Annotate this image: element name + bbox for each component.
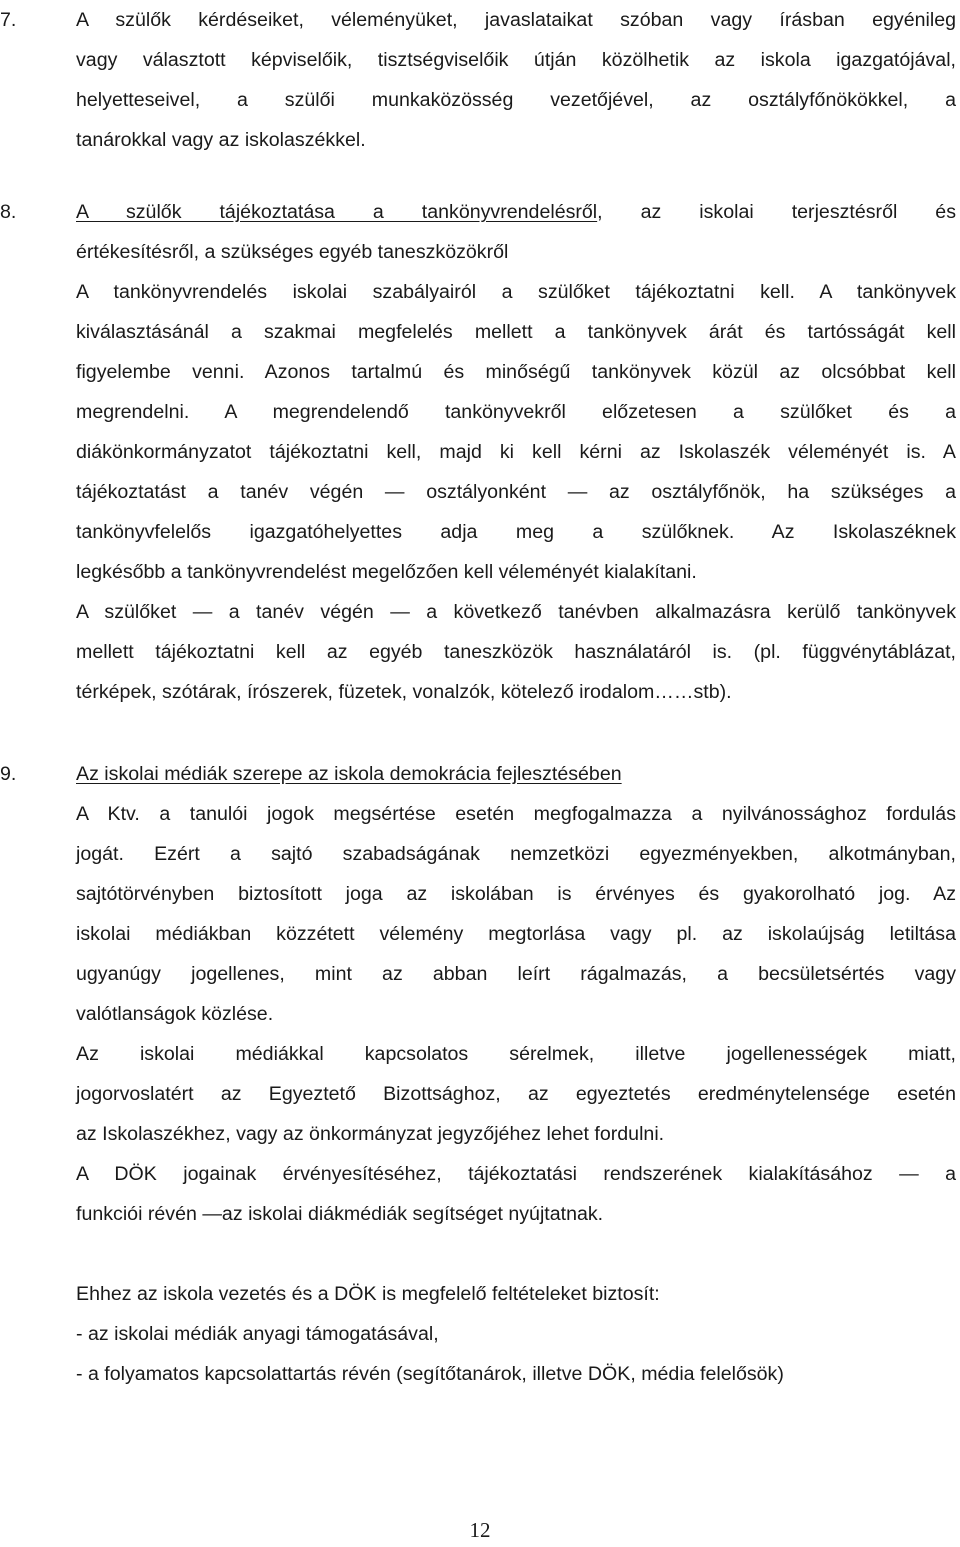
- list-item: - az iskolai médiák anyagi támogatásával,: [76, 1323, 439, 1345]
- section-7-body: [76, 0, 956, 160]
- text-line: iskolai médiákban közzétett vélemény megtorlása vagy pl. az iskolaújság letiltása: [76, 923, 956, 945]
- heading-rest: , az iskolai terjesztésről és: [597, 201, 956, 223]
- text-line: kiválasztásánál a szakmai megfelelés mellett a tankönyvek árát és tartósságát kell: [76, 321, 956, 343]
- section-heading: [76, 192, 956, 232]
- text-line: tanárokkal vagy az iskolaszékkel.: [76, 129, 366, 151]
- requirements-body: [76, 1274, 956, 1394]
- text-line: jogát. Ezért a sajtó szabadságának nemzetközi egyezményekben, alkotmányban,: [76, 843, 956, 865]
- text-line: megrendelni. A megrendelendő tankönyvekről előzetesen a szülőket és a: [76, 401, 956, 423]
- section-heading: [76, 754, 956, 794]
- text-line: A szülőket — a tanév végén — a következő tanévben alkalmazásra kerülő tankönyvek: [76, 601, 956, 623]
- text-line: figyelembe venni. Azonos tartalmú és minőségű tankönyvek közül az olcsóbbat kell: [76, 361, 956, 383]
- text-line: térképek, szótárak, írószerek, füzetek, vonalzók, kötelező irodalom……stb).: [76, 681, 732, 703]
- section-number: 7.: [0, 9, 17, 31]
- text-line: diákönkormányzatot tájékoztatni kell, majd ki kell kérni az Iskolaszék véleményét is. A: [76, 441, 956, 463]
- list-item: - a folyamatos kapcsolattartás révén (segítőtanárok, illetve DÖK, média felelősök): [76, 1363, 784, 1385]
- text-line: tankönyvfelelős igazgatóhelyettes adja meg a szülőknek. Az Iskolaszéknek: [76, 521, 956, 543]
- text-line: valótlanságok közlése.: [76, 1003, 274, 1025]
- text-line: legkésőbb a tankönyvrendelést megelőzően kell véleményét kialakítani.: [76, 561, 697, 583]
- text-line: A szülők kérdéseiket, véleményüket, javaslataikat szóban vagy írásban egyénileg: [76, 9, 956, 31]
- heading-underlined: Az iskolai médiák szerepe az iskola demokrácia fejlesztésében: [76, 763, 622, 785]
- section-heading-line-2: értékesítésről, a szükséges egyéb taneszközökről: [76, 241, 509, 263]
- section-9-body: [76, 754, 956, 1234]
- text-line: jogorvoslatért az Egyeztető Bizottsághoz, az egyeztetés eredménytelensége esetén: [76, 1083, 956, 1105]
- text-line: sajtótörvényben biztosított joga az iskolában is érvényes és gyakorolható jog. Az: [76, 883, 956, 905]
- text-line: mellett tájékoztatni kell az egyéb taneszközök használatáról is. (pl. függvénytáblázat,: [76, 641, 956, 663]
- text-line: A Ktv. a tanulói jogok megsértése esetén megfogalmazza a nyilvánossághoz fordulás: [76, 803, 956, 825]
- section-number: 8.: [0, 201, 17, 223]
- section-8-body: [76, 192, 956, 712]
- page-number: 12: [469, 1518, 491, 1542]
- text-line: az Iskolaszékhez, vagy az önkormányzat jegyzőjéhez lehet fordulni.: [76, 1123, 665, 1145]
- text-line: A tankönyvrendelés iskolai szabályairól a szülőket tájékoztatni kell. A tankönyvek: [76, 281, 956, 303]
- text-line: helyetteseivel, a szülői munkaközösség vezetőjével, az osztályfőnökökkel, a: [76, 89, 956, 111]
- section-number: 9.: [0, 763, 17, 785]
- text-line: Ehhez az iskola vezetés és a DÖK is megfelelő feltételeket biztosít:: [76, 1283, 660, 1305]
- text-line: tájékoztatást a tanév végén — osztályonként — az osztályfőnök, ha szükséges a: [76, 481, 956, 503]
- text-line: funkciói révén —az iskolai diákmédiák segítséget nyújtatnak.: [76, 1203, 604, 1225]
- text-line: vagy választott képviselőik, tisztségviselőik útján közölhetik az iskola igazgatójával,: [76, 49, 956, 71]
- text-line: Az iskolai médiákkal kapcsolatos sérelmek, illetve jogellenességek miatt,: [76, 1043, 956, 1065]
- text-line: ugyanúgy jogellenes, mint az abban leírt rágalmazás, a becsületsértés vagy: [76, 963, 956, 985]
- text-line: A DÖK jogainak érvényesítéséhez, tájékoztatási rendszerének kialakításához — a: [76, 1163, 956, 1185]
- heading-underlined: A szülők tájékoztatása a tankönyvrendelésről: [76, 201, 598, 223]
